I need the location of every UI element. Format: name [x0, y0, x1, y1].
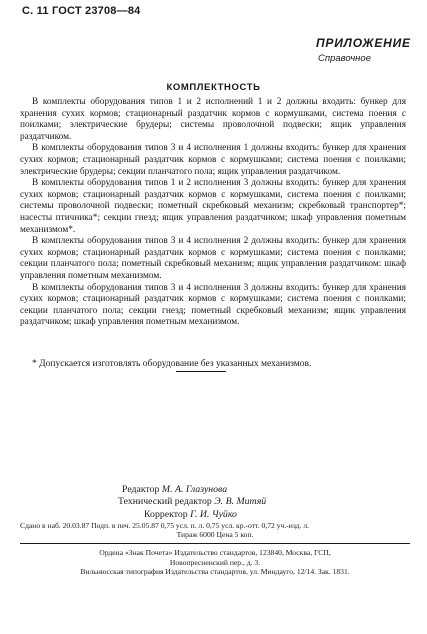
paragraph: В комплекты оборудования типов 1 и 2 исполнения 3 должны входить: бункер для хранения сухих кормов; стационарный раздатчик кормов с кормушками, система поения с поилками; системы проволочной подвески; пометный скребковый механизм; скребковый транспортер*; насесты птичника*; секции гнезд; ящик управления раздатчиком; шкаф управления пометным механизмом*. — [20, 178, 406, 235]
body-text — [20, 97, 406, 329]
appendix-sublabel: Справочное — [318, 53, 371, 64]
paragraph: В комплекты оборудования типов 3 и 4 исполнения 1 должны входить: бункер для хранения сухих кормов; стационарный раздатчик кормов с кормушками; система поения с поилками; электрические брудеры; секции планчатого пола; ящик управления раздатчиком. — [20, 143, 406, 177]
credit-tech-editor — [118, 496, 418, 508]
tech-editor-name: Э. В. Митяй — [214, 496, 267, 508]
publisher-info — [20, 548, 410, 577]
imprint-separator — [20, 543, 410, 544]
corrector-role: Корректор — [144, 508, 188, 520]
footnote: * Допускается изготовлять оборудование без указанных механизмов. — [32, 359, 312, 369]
appendix-label: ПРИЛОЖЕНИЕ — [316, 36, 411, 50]
credit-editor — [122, 484, 418, 496]
tech-editor-role: Технический редактор — [118, 496, 212, 508]
credits — [118, 484, 418, 521]
imprint-line: Сдано в наб. 20.03.87 Подп. в печ. 25.05.87 0,75 усл. п. л. 0,75 усл. кр.-отт. 0,72 уч.-изд. л. — [20, 521, 310, 530]
section-title: КОМПЛЕКТНОСТЬ — [166, 82, 261, 93]
corrector-name: Г. И. Чуйко — [190, 508, 237, 520]
publisher-line: Вильнюсская типография Издательства стандартов, ул. Миндауго, 12/14. Зак. 1831. — [80, 567, 350, 577]
credit-corrector — [144, 509, 418, 521]
separator-line — [176, 371, 226, 372]
paragraph: В комплекты оборудования типов 3 и 4 исполнения 3 должны входить: бункер для хранения сухих кормов; стационарный раздатчик кормов с кормушками; система поения с поилками; секции планчатого пола; секции гнезд; пометный скребковый механизм; ящик управления раздатчиком; шкаф управления пометным механизмом. — [20, 282, 406, 328]
imprint-line: Тираж 6000 Цена 5 коп. — [176, 530, 254, 540]
publisher-line: Ордена «Знак Почета» Издательство стандартов, 123840, Москва, ГСП, — [99, 548, 331, 557]
paragraph: В комплекты оборудования типов 3 и 4 исполнения 2 должны входить: бункер для хранения сухих кормов; стационарный раздатчик кормов с кормушками; система поения с поилками; секции планчатого пола; пометный скребковый механизм; ящик управления раздатчиком: шкаф управления пометным механизмом. — [20, 236, 406, 281]
imprint — [20, 521, 410, 540]
paragraph: В комплекты оборудования типов 1 и 2 исполнений 1 и 2 должны входить: бункер для хранения сухих кормов; стационарный раздатчик кормов с кормушками, система поения с поилками; электрические брудеры; системы проволочной подвески; ящик управления раздатчиком. — [20, 97, 406, 142]
editor-role: Редактор — [122, 484, 160, 495]
editor-name: М. А. Глазунова — [161, 484, 228, 495]
page-header: С. 11 ГОСТ 23708—84 — [22, 5, 141, 17]
publisher-line: Новопресненский пер., д. 3. — [169, 557, 261, 567]
